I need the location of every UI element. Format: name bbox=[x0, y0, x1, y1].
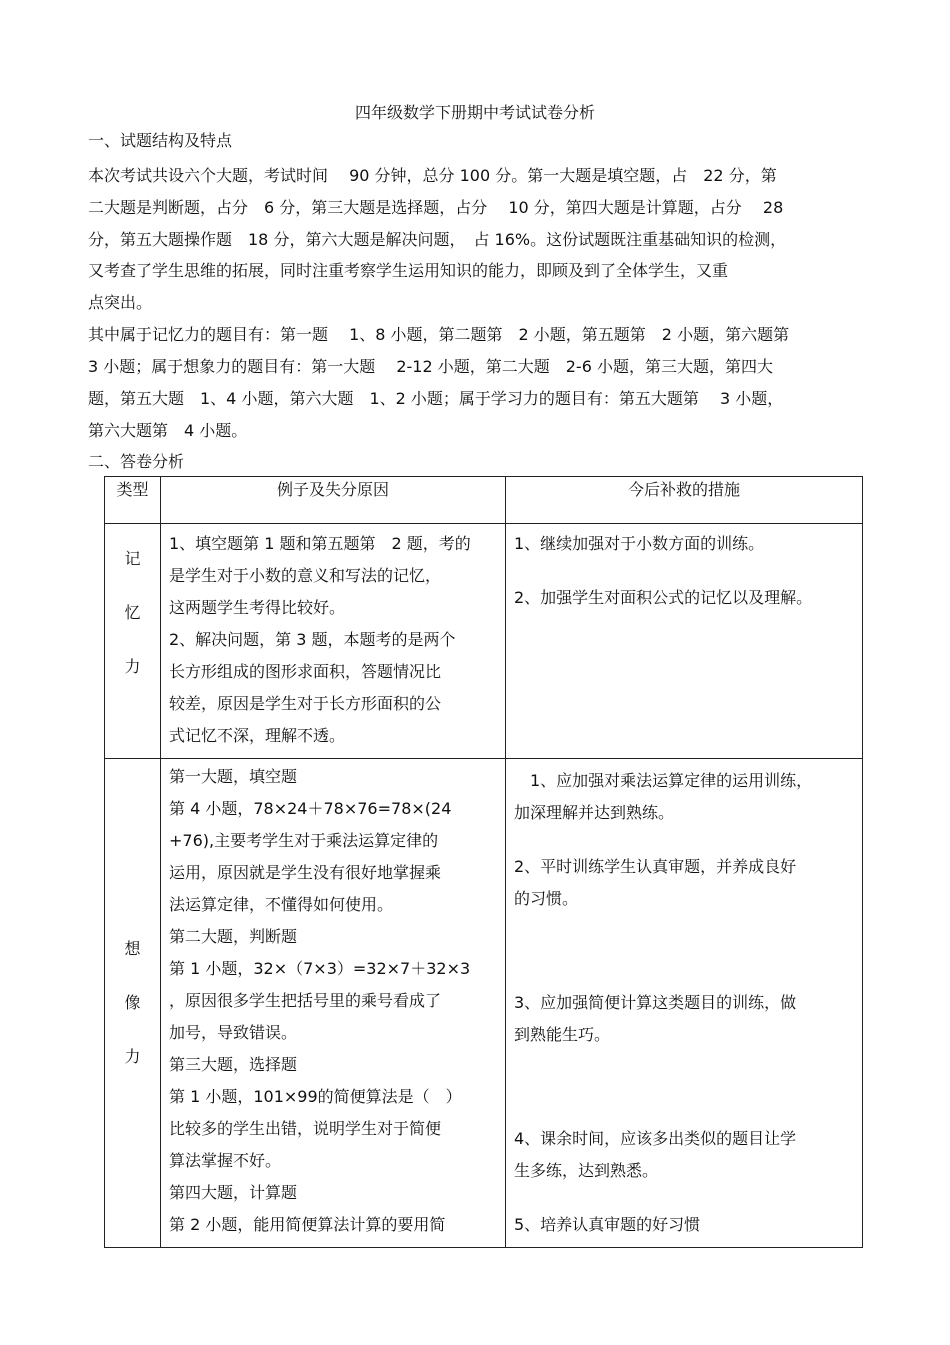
example-line: 第二大题，判断题 bbox=[169, 927, 298, 946]
measure-line: 3、应加强简便计算这类题目的训练，做 bbox=[514, 993, 797, 1012]
type-char: 想 bbox=[124, 939, 141, 958]
example-line: 第三大题，选择题 bbox=[169, 1055, 298, 1074]
example-line: 第 1 小题，32×（7×3）=32×7＋32×3 bbox=[169, 959, 471, 978]
measures-cell-imagination bbox=[506, 759, 863, 1248]
example-line: 式记忆不深，理解不透。 bbox=[169, 726, 346, 745]
measure-line: 2、加强学生对面积公式的记忆以及理解。 bbox=[514, 588, 813, 607]
section1-line: 3 小题；属于想象力的题目有：第一大题 2-12 小题，第二大题 2-6 小题，第三大题，第四大 bbox=[88, 357, 773, 376]
type-char: 像 bbox=[124, 993, 141, 1012]
measure-line: 的习惯。 bbox=[514, 889, 579, 908]
section1-line: 分，第五大题操作题 18 分，第六大题是解决问题， 占 16%。这份试题既注重基础知识的检测， bbox=[88, 230, 787, 249]
measure-line: 2、平时训练学生认真审题，并养成良好 bbox=[514, 857, 797, 876]
measures-cell-memory bbox=[506, 524, 863, 759]
examples-cell-imagination bbox=[161, 759, 506, 1248]
measure-line: 加深理解并达到熟练。 bbox=[514, 803, 675, 822]
section1-line: 第六大题第 4 小题。 bbox=[88, 421, 248, 440]
section2-heading: 二、答卷分析 bbox=[88, 452, 185, 471]
measure-line: 生多练，达到熟悉。 bbox=[514, 1161, 659, 1180]
type-cell-memory bbox=[105, 524, 161, 759]
measure-line: 到熟能生巧。 bbox=[514, 1025, 611, 1044]
example-line: 长方形组成的图形求面积，答题情况比 bbox=[169, 662, 442, 681]
example-line: 第 1 小题，101×99的简便算法是（ ） bbox=[169, 1087, 462, 1106]
section1-line: 二大题是判断题，占分 6 分，第三大题是选择题，占分 10 分，第四大题是计算题，占分 28 bbox=[88, 198, 784, 217]
header-measures: 今后补救的措施 bbox=[506, 477, 863, 524]
table-header-row bbox=[105, 477, 863, 524]
table-row-memory bbox=[105, 524, 863, 759]
type-char: 力 bbox=[124, 657, 141, 676]
type-char: 力 bbox=[124, 1047, 141, 1066]
section1-line: 其中属于记忆力的题目有：第一题 1、8 小题，第二题第 2 小题，第五题第 2 小题，第六题第 bbox=[88, 325, 790, 344]
header-type: 类型 bbox=[105, 477, 161, 524]
measure-line: 1、继续加强对于小数方面的训练。 bbox=[514, 534, 765, 553]
table-row-imagination bbox=[105, 759, 863, 1248]
example-line: 1、填空题第 1 题和第五题第 2 题，考的 bbox=[169, 534, 471, 553]
examples-cell-memory bbox=[161, 524, 506, 759]
example-line: 第一大题，填空题 bbox=[169, 767, 298, 786]
example-line: 第 2 小题，能用简便算法计算的要用简 bbox=[169, 1215, 446, 1234]
section1-line: 本次考试共设六个大题，考试时间 90 分钟，总分 100 分。第一大题是填空题，占 22 分，第 bbox=[88, 166, 777, 185]
header-examples: 例子及失分原因 bbox=[161, 477, 506, 524]
analysis-table bbox=[104, 476, 863, 1248]
measure-line: 4、课余时间，应该多出类似的题目让学 bbox=[514, 1129, 797, 1148]
example-line: 第四大题，计算题 bbox=[169, 1183, 298, 1202]
section1-line: 又考查了学生思维的拓展，同时注重考察学生运用知识的能力，即顾及到了全体学生，又重 bbox=[88, 261, 729, 280]
example-line: 加号，导致错误。 bbox=[169, 1023, 298, 1042]
example-line: 运用，原因就是学生没有很好地掌握乘 bbox=[169, 863, 442, 882]
example-line: 第 4 小题，78×24＋78×76=78×(24 bbox=[169, 799, 452, 818]
example-line: ，原因很多学生把括号里的乘号看成了 bbox=[169, 991, 442, 1010]
example-line: +76),主要考学生对于乘法运算定律的 bbox=[169, 831, 439, 850]
type-char: 记 bbox=[124, 549, 141, 568]
section1-line: 点突出。 bbox=[88, 293, 153, 312]
section1-line: 题，第五大题 1、4 小题，第六大题 1、2 小题；属于学习力的题目有：第五大题第 3 小题， bbox=[88, 389, 784, 408]
example-line: 算法掌握不好。 bbox=[169, 1151, 282, 1170]
measure-line: 5、培养认真审题的好习惯 bbox=[514, 1215, 701, 1234]
example-line: 2、解决问题，第 3 题，本题考的是两个 bbox=[169, 630, 456, 649]
measure-line: 1、应加强对乘法运算定律的运用训练， bbox=[514, 771, 813, 790]
example-line: 法运算定律，不懂得如何使用。 bbox=[169, 895, 394, 914]
example-line: 这两题学生考得比较好。 bbox=[169, 598, 346, 617]
example-line: 较差，原因是学生对于长方形面积的公 bbox=[169, 694, 442, 713]
section1-heading: 一、试题结构及特点 bbox=[88, 131, 233, 150]
document-title: 四年级数学下册期中考试试卷分析 bbox=[354, 103, 595, 122]
example-line: 是学生对于小数的意义和写法的记忆， bbox=[169, 566, 442, 585]
example-line: 比较多的学生出错，说明学生对于简便 bbox=[169, 1119, 442, 1138]
type-cell-imagination bbox=[105, 759, 161, 1248]
type-char: 忆 bbox=[124, 603, 141, 622]
